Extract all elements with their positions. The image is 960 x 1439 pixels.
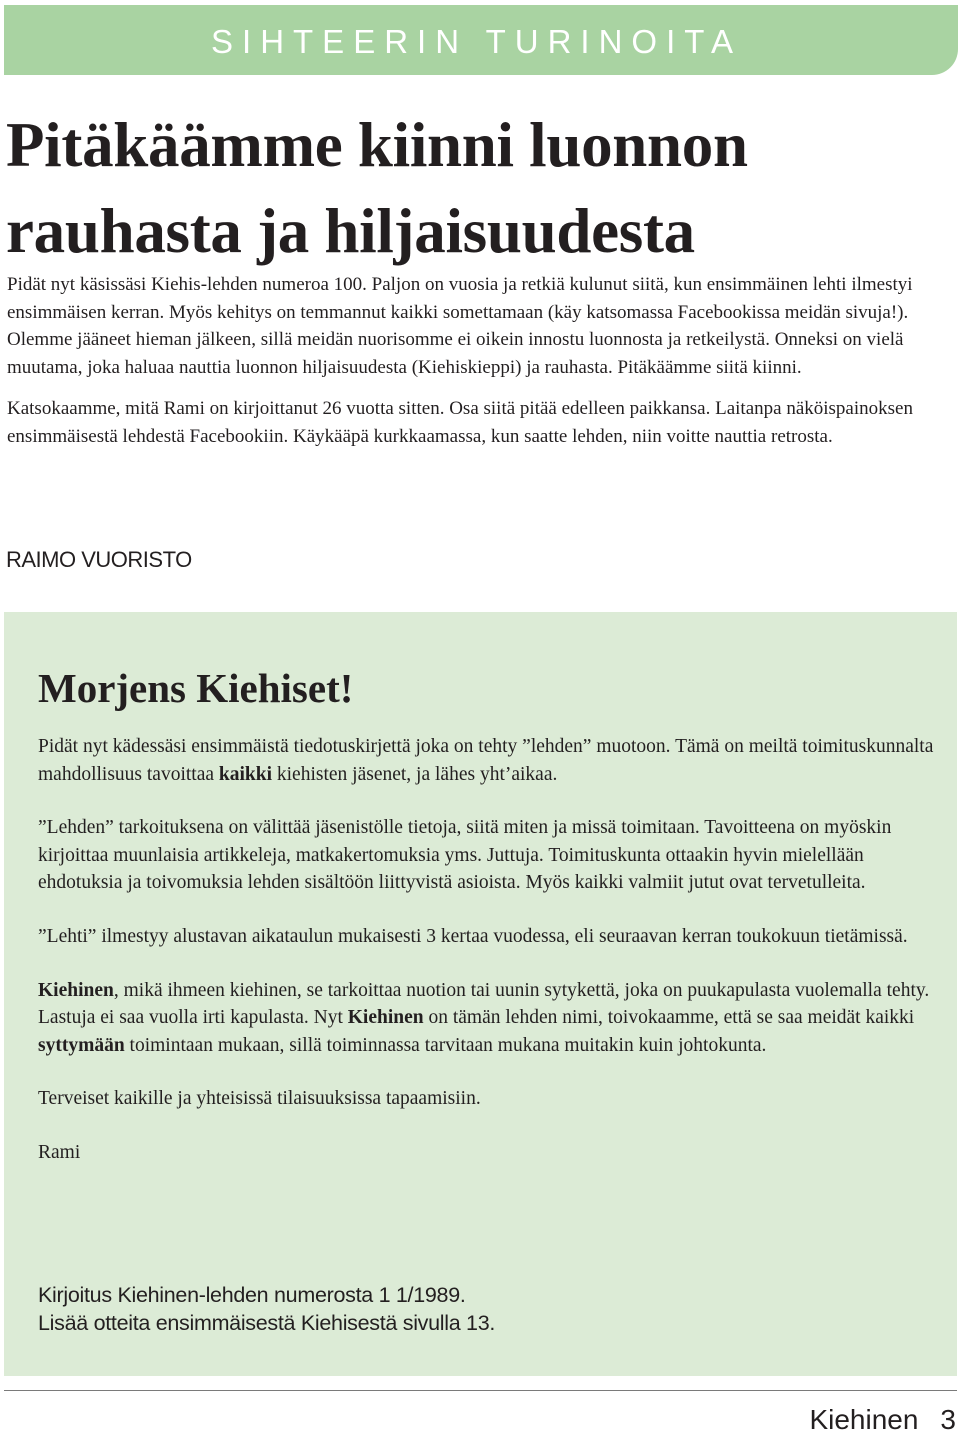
reprint-title: Morjens Kiehiset! — [38, 665, 354, 711]
reprint-paragraph-1 — [38, 733, 934, 788]
reprint-p4-text-a: , mikä ihmeen kiehinen, se tarkoittaa nuotion tai uunin sytykettä, joka on puukapulasta vuolemalla tehty. Lastuja ei saa vuolla irti kapulasta. Nyt — [38, 979, 930, 1029]
reprint-p4-text-b: on tämän lehden nimi, toivokaamme, että se saa meidät kaikki — [423, 1007, 915, 1029]
reprint-paragraph-4 — [38, 977, 934, 1060]
reprint-box — [4, 612, 957, 1376]
publication-name: Kiehinen — [809, 1404, 919, 1435]
reprint-source-line-1: Kirjoitus Kiehinen-lehden numerosta 1 1/1989. — [38, 1283, 466, 1307]
reprint-p1-text-a: Pidät nyt kädessäsi ensimmäistä tiedotuskirjettä joka on tehty ”lehden” muotoon. Tämä on meiltä toimituskunnalta mahdollisuus tavoittaa — [38, 736, 934, 785]
article-author: RAIMO VUORISTO — [6, 547, 192, 572]
article-paragraph-2: Katsokaamme, mitä Rami on kirjoittanut 26 vuotta sitten. Osa siitä pitää edelleen paikkansa. Laitanpa näköispainoksen ensimmäisestä lehdestä Facebookiin. Käykääpä kurkkaamassa, kun saatte lehden, niin voitte nauttia retrosta. — [7, 398, 913, 447]
reprint-p4-text-c: toimintaan mukaan, sillä toiminnassa tarvitaan mukana muitakin kuin johtokunta. — [124, 1034, 767, 1056]
reprint-p4-bold-1: Kiehinen — [38, 979, 114, 1001]
reprint-paragraph-2: ”Lehden” tarkoituksena on välittää jäsenistölle tietoja, siitä miten ja missä toimitaan. Tavoitteena on myöskin kirjoittaa muunlaisia artikkeleja, matkakertomuksia yms. Juttuja. Toimituskunta ottaakin hyvin mielellään ehdotuksia ja toivomuksia lehden sisältöön liittyvistä asioista. Myös kaikki valmiit jutut ovat tervetulleita. — [38, 817, 892, 894]
reprint-signature: Rami — [38, 1141, 81, 1163]
footer-divider — [4, 1390, 957, 1391]
reprint-p1-bold: kaikki — [218, 763, 273, 785]
article-paragraph-1: Pidät nyt käsissäsi Kiehis-lehden numeroa 100. Paljon on vuosia ja retkiä kulunut siitä, kun ensimmäinen lehti ilmestyi ensimmäisen kerran. Myös kehitys on temmannut kaikki somettamaan (käy katsomassa Facebookissa meidän sivuja!). Olemme jääneet hieman jälkeen, sillä meidän nuorisomme ei oikein innostu luonnosta ja retkeilystä. Onneksi on vielä muutama, joka haluaa nauttia luonnon hiljaisuudesta (Kiehiskieppi) ja rauhasta. Pitäkäämme siitä kiinni. — [7, 274, 913, 378]
section-banner — [4, 5, 958, 75]
article-title-line-2: rauhasta ja hiljaisuudesta — [6, 196, 695, 266]
reprint-paragraph-3: ”Lehti” ilmestyy alustavan aikataulun mukaisesti 3 kertaa vuodessa, eli seuraavan kerran toukokuun tietämissä. — [38, 925, 908, 947]
reprint-p1-text-b: kiehisten jäsenet, ja lähes yht’aikaa. — [272, 763, 558, 785]
reprint-body — [38, 733, 934, 1195]
reprint-p4-bold-3: syttymään — [38, 1034, 125, 1056]
article-title — [6, 102, 748, 274]
reprint-source-note — [38, 1281, 495, 1337]
article-title-line-1: Pitäkäämme kiinni luonnon — [6, 110, 748, 180]
page-footer — [809, 1403, 956, 1437]
reprint-p4-bold-2: Kiehinen — [347, 1007, 424, 1029]
reprint-source-line-2: Lisää otteita ensimmäisestä Kiehisestä sivulla 13. — [38, 1311, 496, 1335]
section-title: SIHTEERIN TURINOITA — [211, 23, 742, 60]
page-number: 3 — [940, 1404, 956, 1435]
article-body — [7, 271, 947, 450]
reprint-paragraph-5: Terveiset kaikille ja yhteisissä tilaisuuksissa tapaamisiin. — [38, 1088, 481, 1110]
